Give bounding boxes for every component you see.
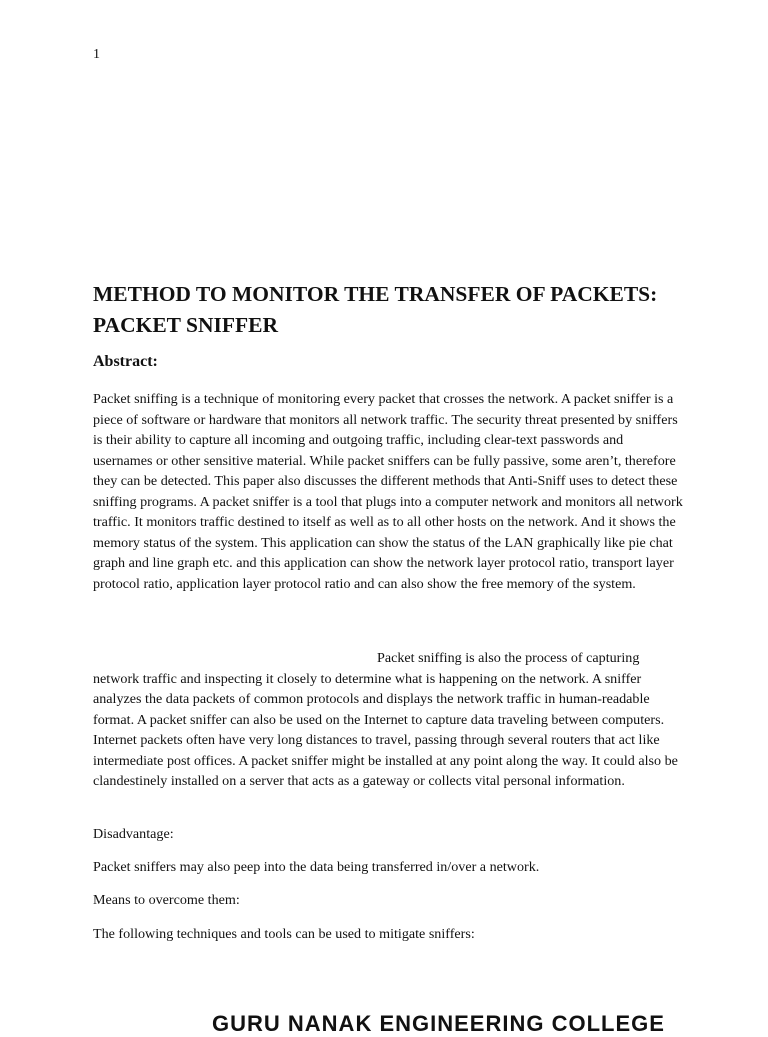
abstract-paragraph-1: Packet sniffing is a technique of monitoring every packet that crosses the network. A packet sniffer is a piece of software or hardware that monitors all network traffic. The security threat presented by sniffers is their ability to capture all incoming and outgoing traffic, including clear-text passwords and usernames or other sensitive material. While packet sniffers can be fully passive, some aren’t, therefore they can be detected. This paper also discusses the different methods that Anti-Sniff uses to detect these sniffing programs. A packet sniffer is a tool that plugs into a computer network and monitors all network traffic. It monitors traffic destined to itself as well as to all other hosts on the network. And it shows the memory status of the system. This application can show the status of the LAN graphically like pie chat graph and line graph etc. and this application can show the network layer protocol ratio, transport layer protocol ratio, application layer protocol ratio and can also show the free memory of the system. xyxy=(93,391,683,592)
abstract-heading: Abstract: xyxy=(93,353,158,370)
page-footer: GURU NANAK ENGINEERING COLLEGE xyxy=(212,1011,665,1036)
means-label: Means to overcome them: xyxy=(93,892,240,908)
disadvantage-label: Disadvantage: xyxy=(93,826,174,842)
page-number: 1 xyxy=(93,47,100,62)
document-title: METHOD TO MONITOR THE TRANSFER OF PACKETS: PACKET SNIFFER xyxy=(93,282,658,337)
abstract-paragraph-2: Packet sniffing is also the process of capturing network traffic and inspecting it closely to determine what is happening on the network. A sniffer analyzes the data packets of common protocols and displays the network traffic in human-readable format. A packet sniffer can also be used on the Internet to capture data traveling between computers. Internet packets often have very long distances to travel, passing through several routers that act like intermediate post offices. A packet sniffer might be installed at any point along the way. It could also be clandestinely installed on a server that acts as a gateway or collects vital personal information. xyxy=(93,650,678,789)
techniques-text: The following techniques and tools can be used to mitigate sniffers: xyxy=(93,926,475,942)
disadvantage-text: Packet sniffers may also peep into the data being transferred in/over a network. xyxy=(93,859,540,875)
